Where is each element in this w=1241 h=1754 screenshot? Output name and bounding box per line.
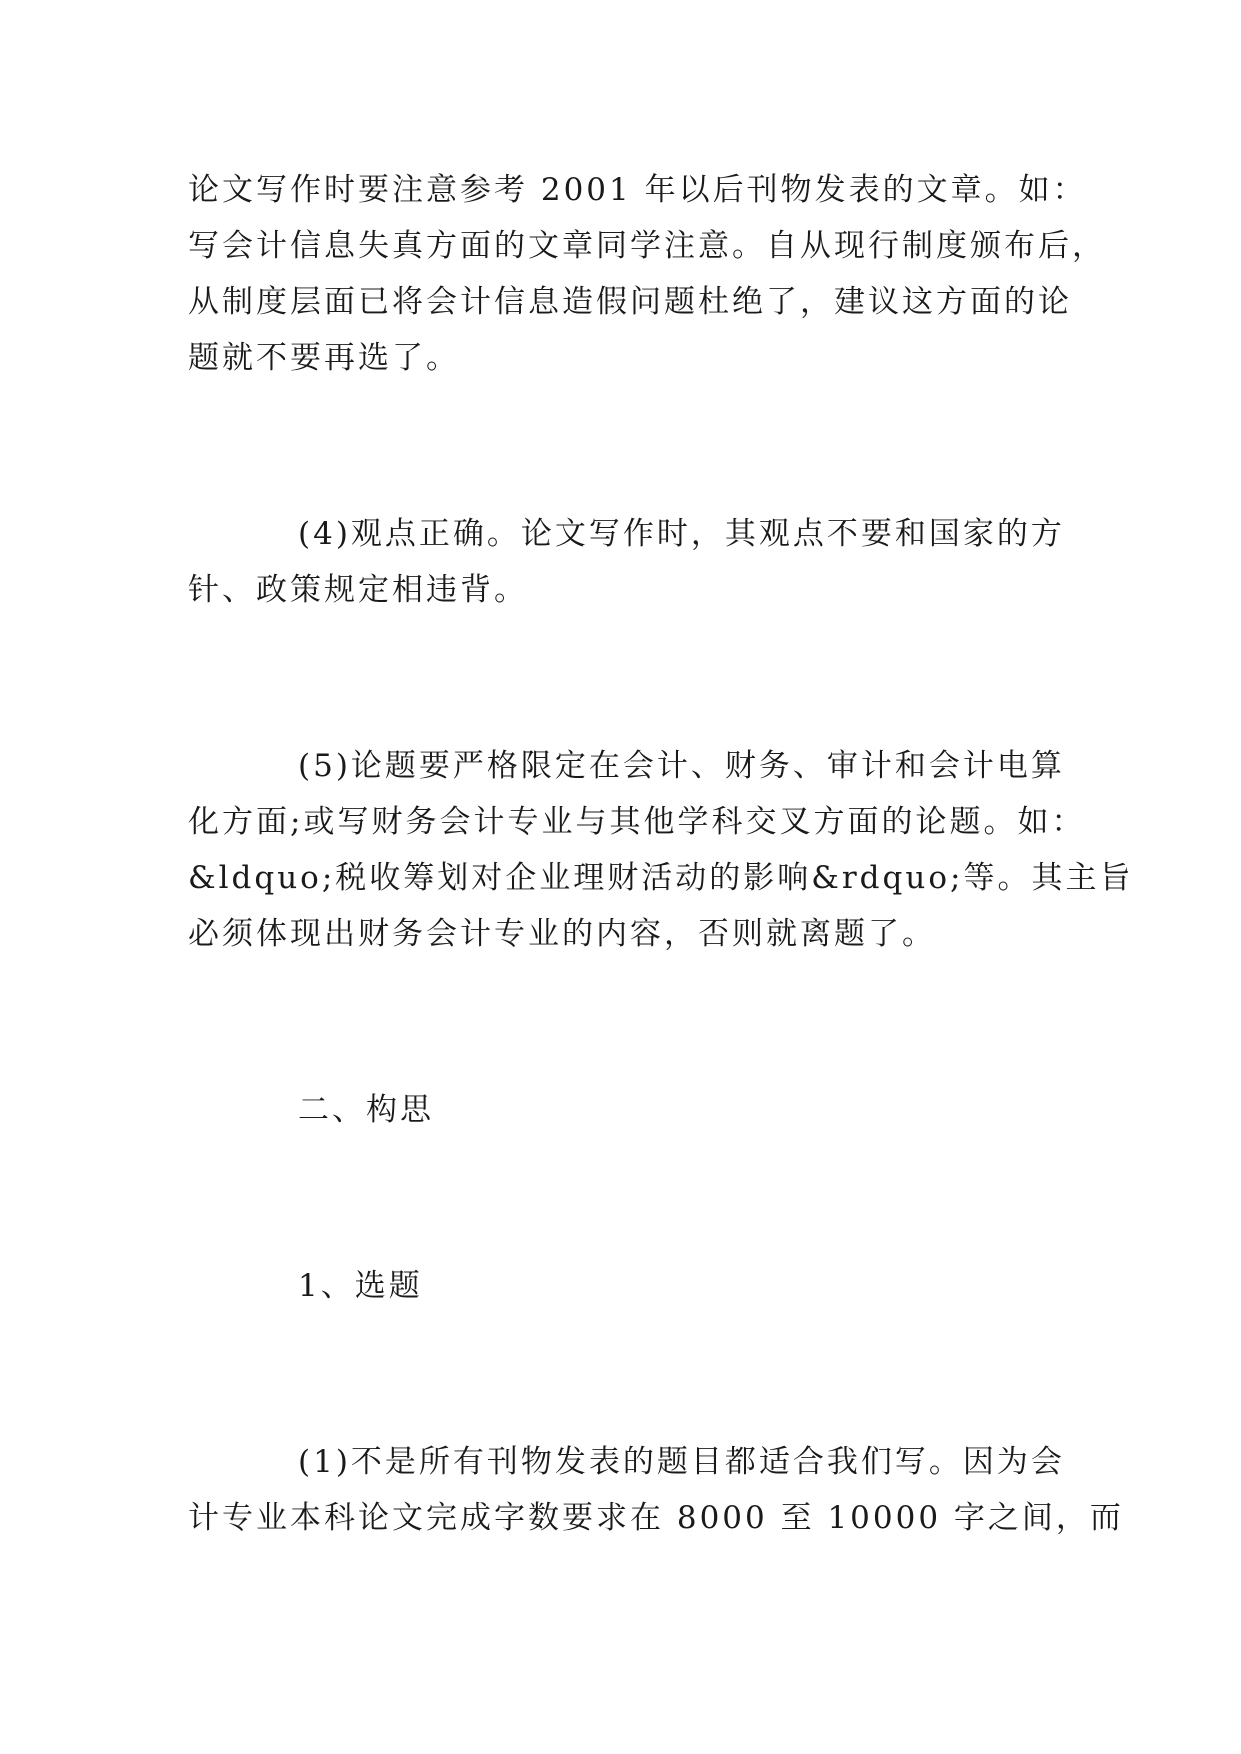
paragraph-line: 写会计信息失真方面的文章同学注意。自从现行制度颁布后， — [188, 228, 1106, 264]
paragraph-line: 化方面;或写财务会计专业与其他学科交叉方面的论题。如： — [188, 804, 1086, 840]
paragraph-line: 从制度层面已将会计信息造假问题杜绝了，建议这方面的论 — [188, 284, 1072, 320]
subsection-heading: 1、选题 — [298, 1268, 423, 1304]
paragraph-line: 必须体现出财务会计专业的内容，否则就离题了。 — [188, 916, 936, 952]
paragraph-line: 论文写作时要注意参考 2001 年以后刊物发表的文章。如： — [188, 172, 1087, 208]
paragraph-line: &ldquo;税收筹划对企业理财活动的影响&rdquo;等。其主旨 — [188, 860, 1134, 896]
section-heading: 二、构思 — [298, 1092, 434, 1128]
paragraph-line: 计专业本科论文完成字数要求在 8000 至 10000 字之间，而 — [188, 1500, 1124, 1536]
paragraph-line: (4)观点正确。论文写作时，其观点不要和国家的方 — [298, 516, 1065, 552]
paragraph-line: 针、政策规定相违背。 — [188, 572, 528, 608]
paragraph-line: (5)论题要严格限定在会计、财务、审计和会计电算 — [298, 748, 1065, 784]
paragraph-line: (1)不是所有刊物发表的题目都适合我们写。因为会 — [298, 1444, 1065, 1480]
paragraph-line: 题就不要再选了。 — [188, 340, 460, 376]
